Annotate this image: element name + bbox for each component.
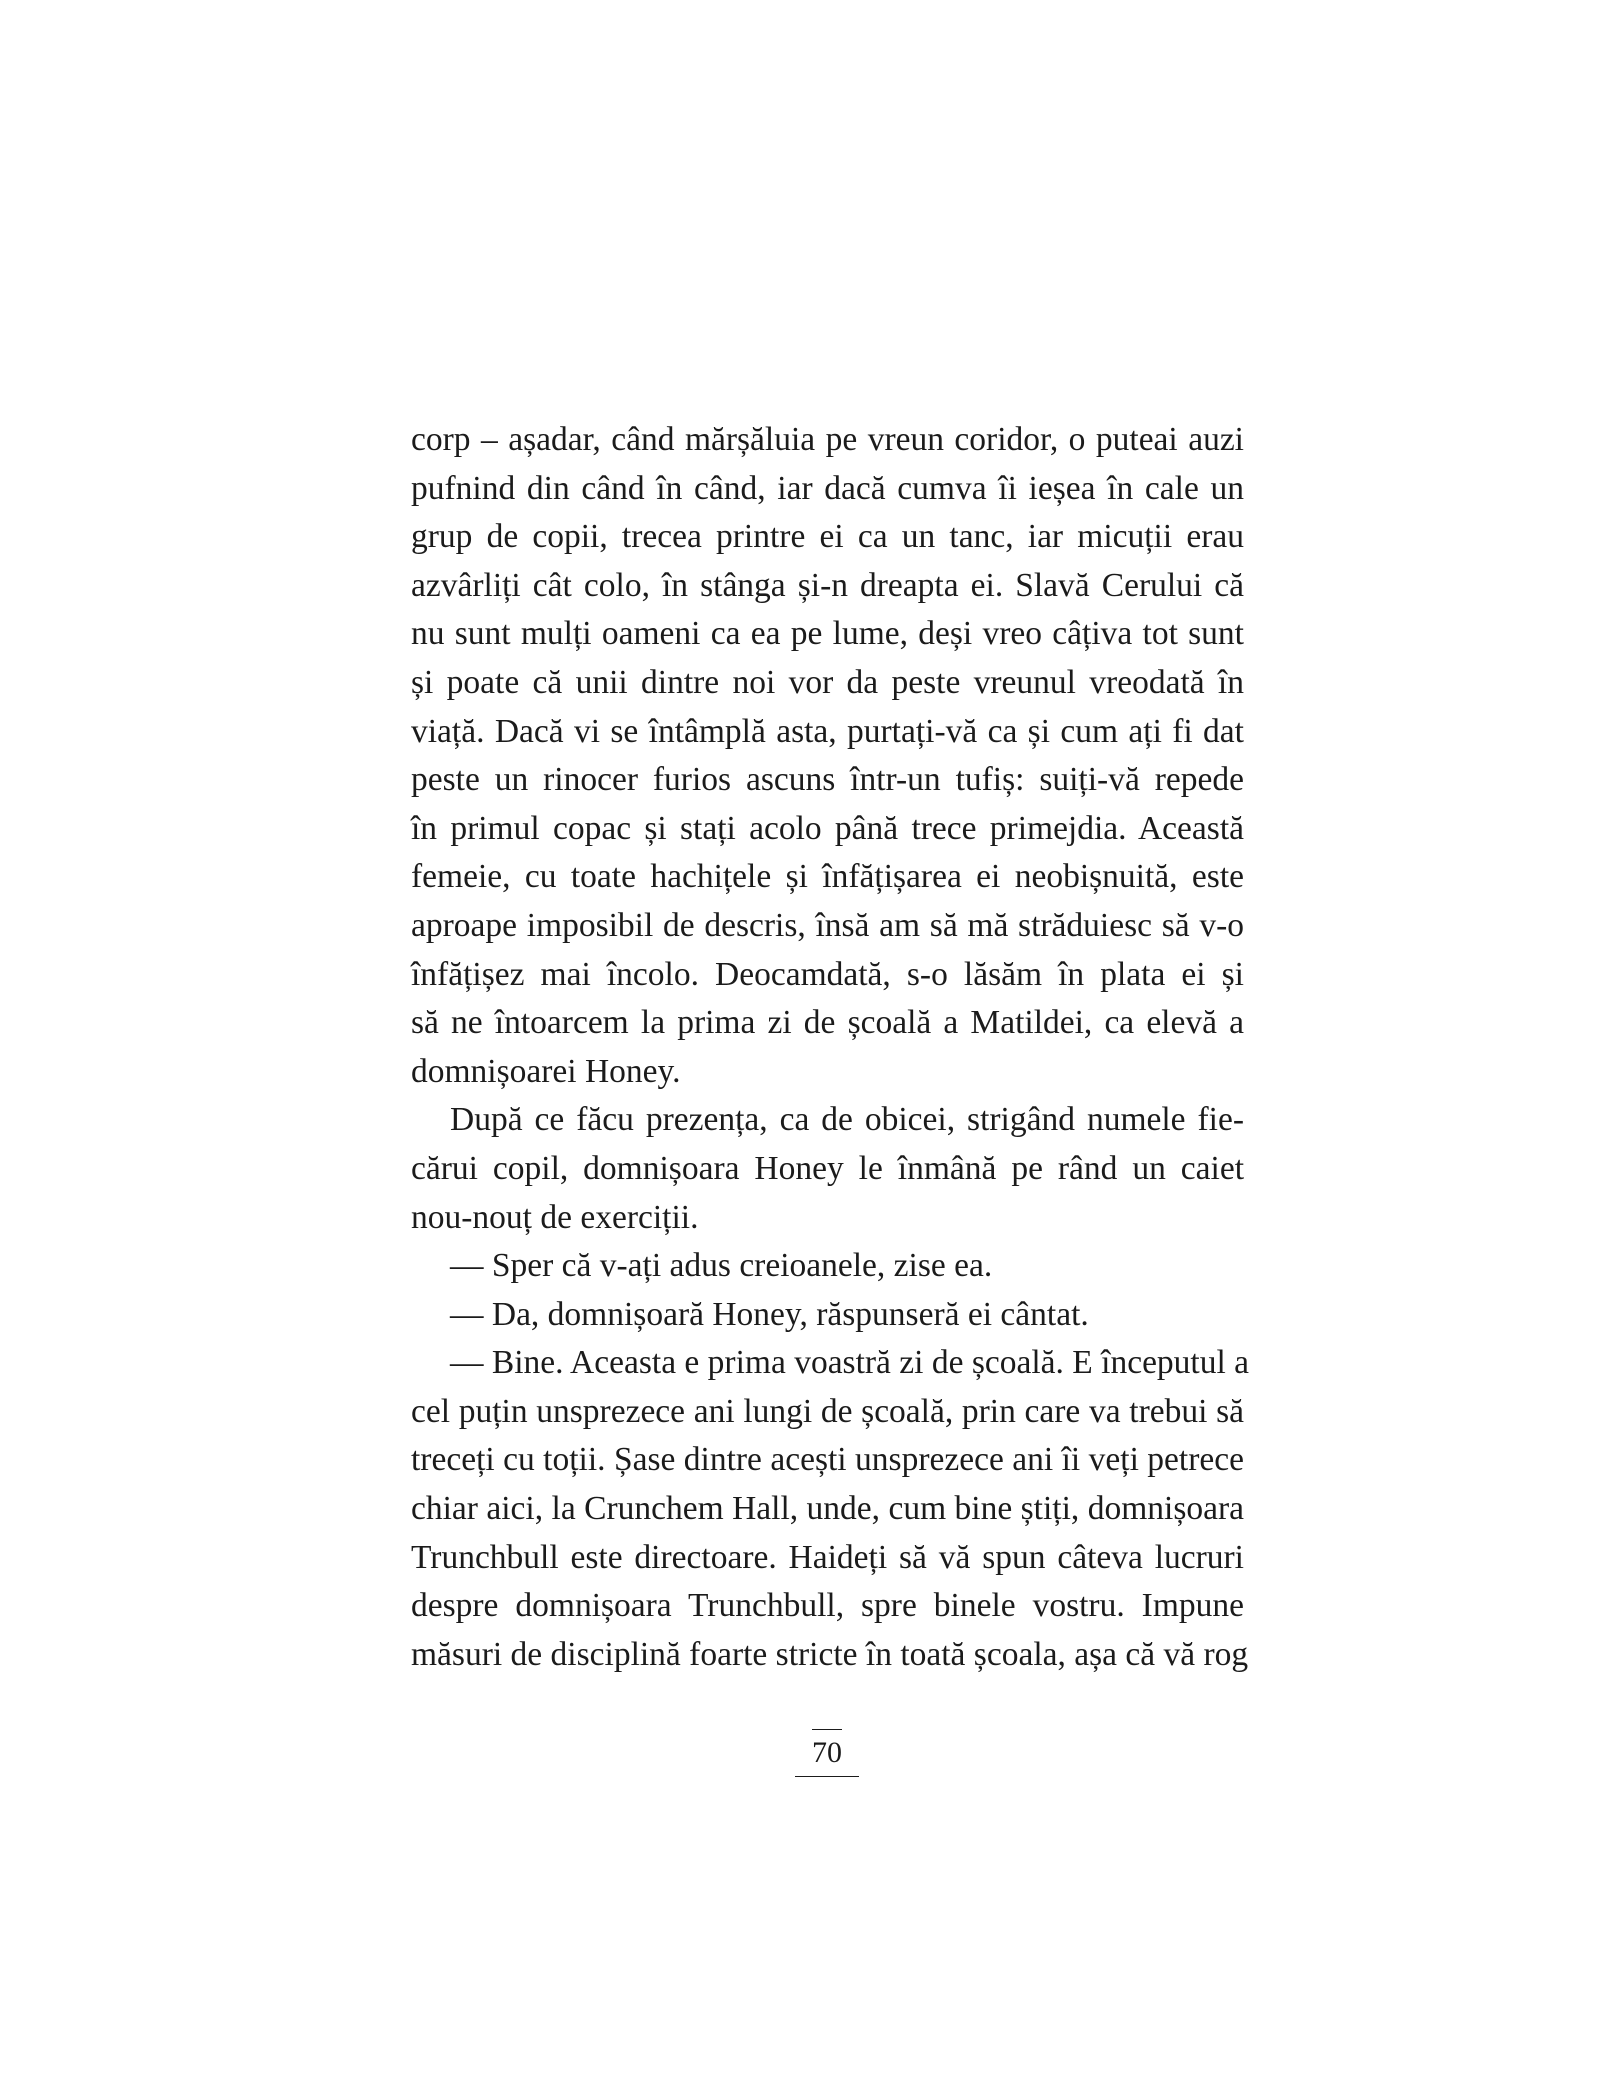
dialogue-line: — Sper că v-ați adus creioanele, zise ea.	[450, 1247, 993, 1285]
text-line: înfățișez mai încolo. Deocamdată, s-o lăsăm în plata ei și	[411, 955, 1244, 993]
text-line: să ne întoarcem la prima zi de școală a Matildei, ca elevă a	[411, 1004, 1244, 1042]
body-text	[411, 416, 1250, 1679]
text-line: viață. Dacă vi se întâmplă asta, purtați-vă ca și cum ați fi dat	[411, 712, 1244, 750]
text-line: După ce făcu prezența, ca de obicei, strigând numele fie-	[450, 1101, 1244, 1139]
text-line: cărui copil, domnișoara Honey le înmână pe rând un caiet	[411, 1149, 1244, 1187]
page-number: 70	[812, 1736, 842, 1769]
text-line: și poate că unii dintre noi vor da peste vreunul vreodată în	[411, 663, 1244, 701]
text-line: grup de copii, trecea printre ei ca un tanc, iar micuții erau	[411, 518, 1244, 556]
text-line: despre domnișoara Trunchbull, spre binele vostru. Impune	[411, 1587, 1244, 1625]
dialogue-line: — Bine. Aceasta e prima voastră zi de școală. E începutul a	[450, 1344, 1250, 1382]
text-line: femeie, cu toate hachițele și înfățișarea ei neobișnuită, este	[411, 858, 1244, 896]
text-line: chiar aici, la Crunchem Hall, unde, cum bine știți, domnișoara	[411, 1490, 1244, 1528]
dialogue-line: — Da, domnișoară Honey, răspunseră ei cântat.	[450, 1295, 1089, 1333]
text-line: nu sunt mulți oameni ca ea pe lume, deși vreo câțiva tot sunt	[411, 615, 1244, 653]
text-line: Trunchbull este directoare. Haideți să vă spun câteva lucruri	[411, 1538, 1244, 1576]
text-line: azvârliți cât colo, în stânga și-n dreapta ei. Slavă Cerului că	[411, 566, 1244, 604]
text-line: peste un rinocer furios ascuns într-un tufiș: suiți-vă repede	[411, 761, 1244, 799]
text-line: în primul copac și stați acolo până trece primejdia. Această	[411, 809, 1244, 847]
text-line: nou-nouț de exerciții.	[411, 1198, 699, 1236]
page-number-block	[795, 1729, 859, 1777]
text-line: domnișoarei Honey.	[411, 1052, 681, 1090]
text-line: treceți cu toții. Șase dintre acești unsprezece ani îi veți petrece	[411, 1441, 1244, 1479]
text-line: măsuri de disciplină foarte stricte în toată școala, așa că vă rog	[411, 1635, 1249, 1673]
text-line: corp – așadar, când mărșăluia pe vreun coridor, o puteai auzi	[411, 421, 1244, 458]
text-line: aproape imposibil de descris, însă am să mă străduiesc să v-o	[411, 906, 1244, 944]
text-line: pufnind din când în când, iar dacă cumva îi ieșea în cale un	[411, 469, 1244, 507]
text-line: cel puțin unsprezece ani lungi de școală, prin care va trebui să	[411, 1392, 1244, 1430]
folio-rule-bottom	[795, 1776, 859, 1777]
